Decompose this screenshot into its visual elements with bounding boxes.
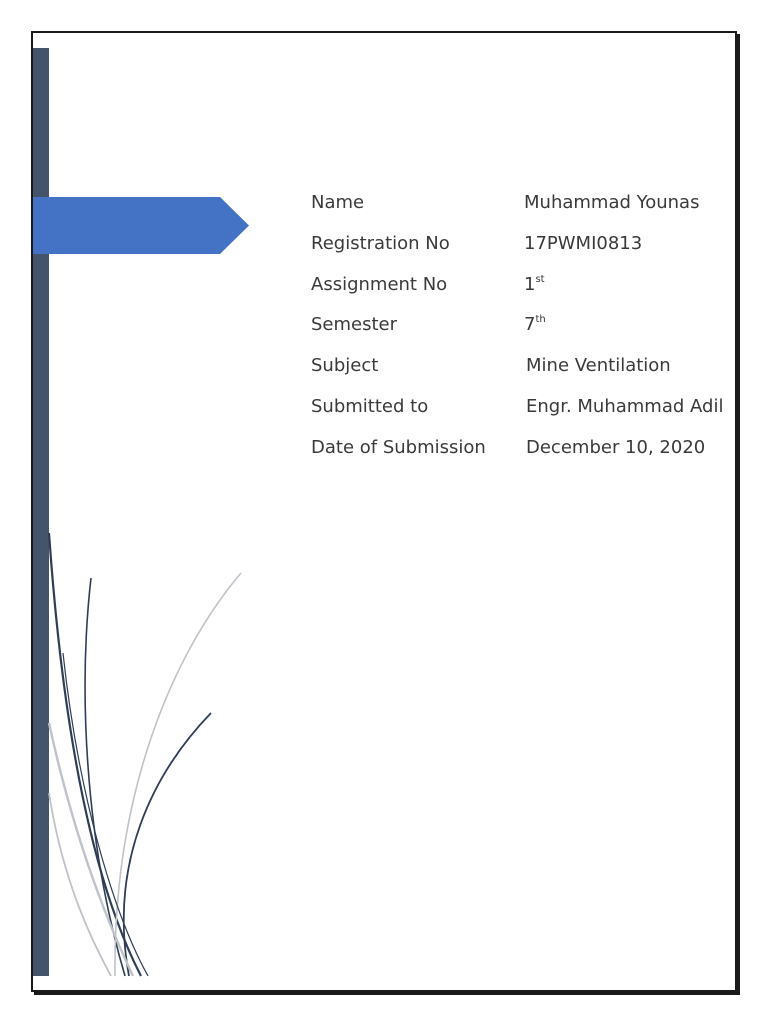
registration-label: Registration No xyxy=(311,232,450,254)
semester-label: Semester xyxy=(311,314,398,336)
subject-label: Subject xyxy=(311,355,379,377)
cover-page xyxy=(31,31,737,992)
submitted-to-label: Submitted to xyxy=(311,395,429,417)
semester-value: 7th xyxy=(524,314,546,336)
name-value: Muhammad Younas xyxy=(524,192,700,213)
registration-value: 17PWMI0813 xyxy=(524,232,643,254)
arrow-banner xyxy=(33,197,249,254)
subject-value: Mine Ventilation xyxy=(526,355,671,377)
left-accent-bar xyxy=(33,48,49,976)
date-label: Date of Submission xyxy=(311,436,486,458)
date-value: December 10, 2020 xyxy=(526,436,706,458)
assignment-ordinal: st xyxy=(535,273,545,285)
submitted-to-value: Engr. Muhammad Adil xyxy=(526,395,724,417)
semester-ordinal: th xyxy=(535,314,546,326)
assignment-label: Assignment No xyxy=(311,273,448,295)
decorative-curves xyxy=(33,33,735,990)
assignment-value: 1st xyxy=(524,273,545,295)
name-label: Name xyxy=(311,192,365,213)
